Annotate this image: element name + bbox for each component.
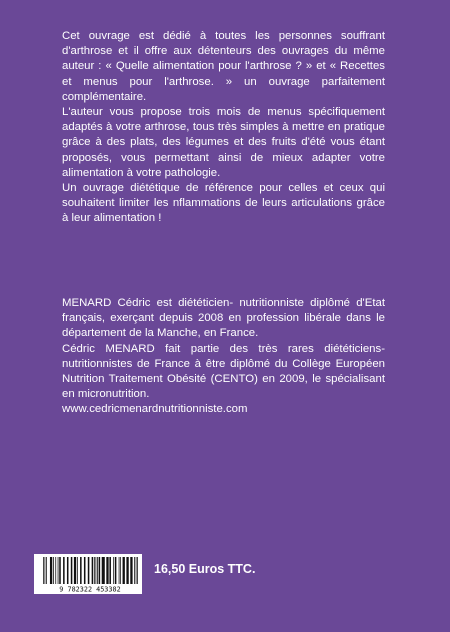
barcode-bar — [74, 557, 76, 584]
barcode-bar — [94, 557, 95, 584]
barcode-bar — [67, 557, 69, 584]
barcode-bar — [130, 557, 132, 584]
description-paragraph-2: L'auteur vous propose trois mois de menus spécifiquement adaptés à votre arthrose, tous très simples à mettre en pratique grâce à des plats, des légumes et des fruits d'été vous étant proposés, vous permettant ainsi de mieux adapter votre alimentation à votre pathologie. — [62, 106, 385, 179]
barcode-bar — [102, 557, 105, 584]
barcode-bar — [137, 557, 138, 584]
barcode-bar — [97, 557, 98, 584]
barcode-bar — [53, 557, 54, 584]
barcode-digits: 9 782322 453382 — [59, 585, 121, 594]
barcode-bar — [88, 557, 90, 584]
barcode-bar — [96, 557, 97, 584]
book-description — [62, 29, 385, 279]
barcode-bar — [134, 557, 135, 584]
barcode-bar — [120, 557, 121, 584]
barcode-bar — [92, 557, 94, 584]
barcode-bar — [136, 557, 137, 584]
barcode-bar — [45, 557, 46, 584]
barcode-bar — [43, 557, 44, 584]
price-label: 16,50 Euros TTC. — [154, 562, 256, 576]
barcode-bar — [99, 557, 101, 584]
isbn-barcode — [34, 554, 142, 594]
author-website: www.cedricmenardnutritionniste.com — [62, 403, 248, 414]
barcode-bar — [55, 557, 56, 584]
barcode-bar — [115, 557, 117, 584]
barcode-bar — [84, 557, 86, 584]
barcode-graphic — [34, 554, 142, 594]
barcode-bar — [126, 557, 128, 584]
author-paragraph-1: MENARD Cédric est diététicien- nutritionniste diplômé d'Etat français, exerçant depuis 2008 en profession libérale dans le département de la Manche, en France. — [62, 297, 385, 340]
author-bio — [62, 296, 385, 414]
barcode-bar — [123, 557, 125, 584]
barcode-bar — [71, 557, 73, 584]
barcode-bar — [113, 557, 114, 584]
barcode-bar — [58, 557, 59, 584]
description-paragraph-3: Un ouvrage diététique de référence pour celles et ceux qui souhaitent limiter les nflammations de leurs articulations grâce à leur alimentation ! — [62, 182, 385, 225]
barcode-bar — [106, 557, 108, 584]
barcode-bar — [80, 557, 82, 584]
barcode-bars — [43, 557, 138, 584]
barcode-bar — [119, 557, 120, 584]
barcode-bar — [63, 557, 65, 584]
barcode-bar — [50, 557, 52, 584]
barcode-bar — [109, 557, 111, 584]
barcode-bar — [77, 557, 78, 584]
barcode-bar — [46, 557, 47, 584]
author-paragraph-2: Cédric MENARD fait partie des très rares diététiciens-nutritionnistes de France à être diplômé du Collège Européen Nutrition Traitement Obésité (CENTO) en 2009, le spécialisant en micronutrition. — [62, 342, 385, 401]
description-paragraph-1: Cet ouvrage est dédié à toutes les personnes souffrant d'arthrose et il offre aux détenteurs des ouvrages du même auteur : « Quelle alimentation pour l'arthrose ? » et « Recettes et menus pour l'arthrose. » un ouvrage parfaitement complémentaire. — [62, 30, 385, 103]
barcode-bar — [59, 557, 61, 584]
